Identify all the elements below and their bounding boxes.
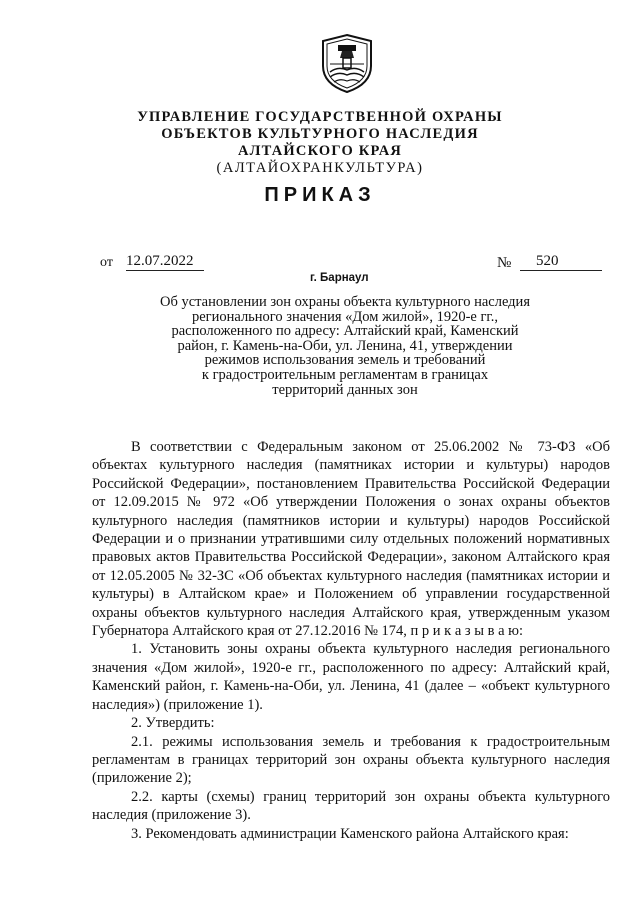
- subject-line: территорий данных зон: [272, 381, 418, 398]
- clause-1: 1. Установить зоны охраны объекта культурного наследия регионального значения «Дом жилой», 1920-е гг., расположенного по адресу: Алтайский край, Каменский район, г. Камень-на-Оби, ул. Ленина, 41 (далее – «объект культурного наследия») (приложение 1).: [92, 641, 610, 713]
- number-sign: №: [497, 255, 512, 271]
- preamble-paragraph: В соответствии с Федеральным законом от 25.06.2002 № 73-ФЗ «Об объектах культурного наследия (памятниках истории и культуры) народов Российской Федерации», постановлением Правительства Российской Федерации от 12.09.2015 № 972 «Об утверждении Положения о зонах охраны объектов культурного наследия (памятников истории и культуры) народов Российской Федерации и о признании утратившими силу отдельных положений нормативных правовых актов Правительства Российской Федерации», законом Алтайского края от 12.05.2005 № 32-ЗС «Об объектах культурного наследия (памятниках истории и культуры) в Алтайском крае» и Положением об управлении государственной охраны объектов культурного наследия Алтайского края, утвержденным указом Губернатора Алтайского края от 27.12.2016 № 174, п р и к а з ы в а ю:: [92, 439, 610, 640]
- org-name-line-3: АЛТАЙСКОГО КРАЯ: [237, 143, 403, 159]
- subject-line: к градостроительным регламентам в границах: [201, 366, 489, 383]
- order-body: [92, 438, 610, 843]
- order-subject: [150, 295, 540, 397]
- date-prefix: от: [100, 255, 113, 270]
- clause-2-1: 2.1. режимы использования земель и требования к градостроительным регламентам в границах территорий зон охраны объекта культурного наследия (приложение 2);: [92, 733, 610, 787]
- org-short-name: (АЛТАЙОХРАНКУЛЬТУРА): [216, 160, 424, 176]
- subject-line: расположенного по адресу: Алтайский край, Каменский: [171, 323, 519, 340]
- subject-line: регионального значения «Дом жилой», 1920-е гг.,: [191, 308, 498, 325]
- document-type-title: ПРИКАЗ: [264, 184, 376, 206]
- order-date: 12.07.2022: [126, 253, 204, 271]
- subject-line: режимов использования земель и требований: [204, 352, 486, 369]
- city-name: г. Барнаул: [310, 272, 369, 284]
- clause-2: 2. Утвердить:: [131, 715, 215, 732]
- org-name-line-1: УПРАВЛЕНИЕ ГОСУДАРСТВЕННОЙ ОХРАНЫ: [137, 109, 503, 125]
- subject-line: район, г. Камень-на-Оби, ул. Ленина, 41, утверждении: [177, 337, 513, 354]
- clause-2-2: 2.2. карты (схемы) границ территорий зон охраны объекта культурного наследия (приложение 3).: [92, 788, 610, 824]
- clause-3: 3. Рекомендовать администрации Каменского района Алтайского края:: [131, 825, 569, 842]
- order-number: 520: [520, 253, 602, 271]
- org-name-line-2: ОБЪЕКТОВ КУЛЬТУРНОГО НАСЛЕДИЯ: [161, 126, 479, 142]
- subject-line: Об установлении зон охраны объекта культурного наследия: [160, 294, 530, 310]
- coat-of-arms-emblem: [316, 32, 378, 94]
